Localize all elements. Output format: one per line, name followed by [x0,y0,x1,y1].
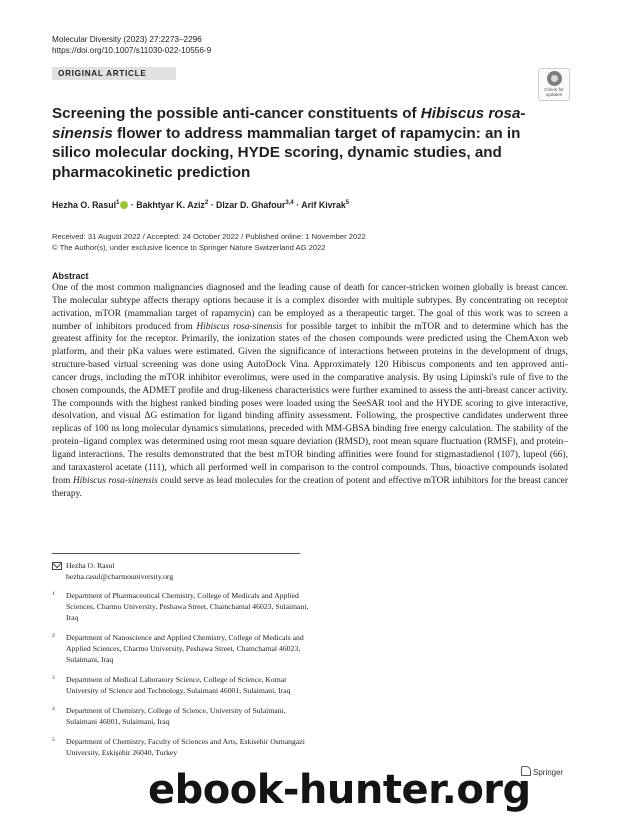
author-name[interactable]: Dlzar D. Ghafour [216,200,286,210]
journal-header [52,34,211,56]
author-name[interactable]: Hezha O. Rasul [52,200,117,210]
affiliation-text: Department of Nanoscience and Applied Chemistry, College of Medicals and Applied Sciences, Charmo University, Peshawa Street, Chamchamal 46023, Sulaimani, Iraq [66,633,304,664]
publisher-logo [521,766,563,777]
author-list: Hezha O. Rasul$^1$ · Bakhtyar K. Aziz$^2$ · Dlzar D. Ghafour$^{3,4}$ · Arif Kivrak$^5$ [52,200,350,210]
title-text: Screening the possible anti-cancer constituents of [52,105,421,122]
affiliation-text: Department of Pharmaceutical Chemistry, College of Medicals and Applied Sciences, Charmo University, Peshawa Street, Chamchamal 46023, Sulaimani, Iraq [66,591,309,622]
check-updates-label: Check for updates [544,87,564,97]
springer-horse-icon [521,766,531,776]
title-italic-species: Hibiscus rosa-sinensis [52,105,526,142]
author-affiliation-sup: 3,4 [285,200,294,207]
affiliation-number: 4 [52,706,55,712]
affiliation-text: Department of Medical Laboratory Science, College of Science, Komar University of Science and Technology, Sulaimani 46001, Sulaimani, Iraq [66,675,291,695]
affiliations-list [52,590,312,767]
journal-citation: Molecular Diversity (2023) 27:2273–2296 [52,35,202,44]
doi-link[interactable]: https://doi.org/10.1007/s11030-022-10556-9 [52,46,212,55]
affiliation-item [52,632,312,665]
abstract-text: for possible target to inhibit the mTOR and to determine which has the greatest affinity for the receptor. Primarily, the ionization states of the chosen compounds were predicted using the ChemAxon web platform, and their pKa values were estimated. Given the significance of interactions between proteins in the development of drugs, structure-based virtual screening was done using AutoDock Vina. Approximately 120 Hibiscus components and ten approved anti-cancer drugs, including the mTOR inhibitor everolimus, were used in the comparative analysis. By using Lipinski's rule of five to the chosen compounds, the ADMET profile and drug-likeness characteristics were further examined to assess the anti-breast cancer activity. The compounds with the highest ranked binding poses were loaded using the SeeSAR tool and the HYDE scoring to give interactive, desolvation, and visual ΔG estimation for ligand binding affinity assessment. Following, the prospective candidates underwent three replicas of 100 ns long molecular dynamics simulations, preceded with MM-GBSA binding free energy calculation. The stability of the protein–ligand complex was determined using root mean square deviation (RMSD), root mean square fluctuation (RMSF), and protein–ligand interactions. The results demonstrated that the best mTOR binding affinities were found for stigmastadienol (107), lupeol (66), and taraxasterol acetate (111), which all performed well in comparison to the control compounds. Thus, bioactive compounds isolated from [52,321,569,486]
publication-dates [52,232,366,253]
author-affiliation-sup: 5 [345,200,350,207]
author-affiliation-sup: 1 [116,200,120,207]
publisher-name: Springer [533,768,564,777]
check-for-updates-badge[interactable] [538,68,570,101]
author-name[interactable]: Arif Kivrak [301,200,346,210]
article-title [52,104,552,182]
article-type-banner: ORIGINAL ARTICLE [52,67,176,80]
check-updates-icon [547,71,562,86]
watermark-text: ebook-hunter.org [148,767,531,813]
affiliation-number: 1 [52,591,55,597]
affiliation-text: Department of Chemistry, Faculty of Sciences and Arts, Eskisehir Osmangazi University, Eskişehir 26040, Turkey [66,737,305,757]
copyright-line: © The Author(s), under exclusive licence to Springer Nature Switzerland AG 2022 [52,242,326,252]
affiliation-item [52,674,312,696]
abstract-heading: Abstract [52,271,89,281]
affiliation-item [52,736,312,758]
affiliation-item [52,590,312,623]
abstract-text: One of the most common malignancies diagnosed and the leading cause of death for cancer-stricken women globally is breast cancer. The molecular subtype affects therapy options because it is a complex disorder with multiple subtypes. By concentrating on receptor activation, mTOR (mammalian target of rapamycin) can be employed as a therapeutic target. The goal of this work was to screen a number of inhibitors produced from [52,283,568,332]
affiliation-number: 3 [52,675,55,681]
affiliation-number: 2 [52,633,55,639]
envelope-icon [52,562,62,570]
title-text-rest: flower to address mammalian target of rapamycin: an in silico molecular docking, HYDE scoring, dynamic studies, and pharmacokinetic prediction [52,124,521,181]
corresponding-email[interactable]: hezha.rasul@charmouniversity.org [66,572,174,581]
abstract-italic-species: Hibiscus rosa-sinensis [196,321,283,332]
affiliation-number: 5 [52,737,55,743]
affiliation-text: Department of Chemistry, College of Science, University of Sulaimani, Sulaimani 46001, Sulaimani, Iraq [66,706,286,726]
affiliation-item [52,705,312,727]
abstract-italic-species: Hibiscus rosa-sinensis [72,475,158,486]
author-affiliation-sup: 2 [204,200,209,207]
corresponding-author: Hezha O. Rasul [66,561,115,570]
author-name[interactable]: Bakhtyar K. Aziz [136,200,205,210]
orcid-icon[interactable] [120,201,128,209]
abstract-text: could serve as lead molecules for the creation of potent and effective mTOR inhibitors for the breast cancer therapy. [52,475,568,499]
correspondence-block [52,560,173,582]
footnote-divider [52,553,300,554]
history-dates: Received: 31 August 2022 / Accepted: 24 October 2022 / Published online: 1 November 2022 [52,232,366,241]
abstract-body [52,282,568,500]
